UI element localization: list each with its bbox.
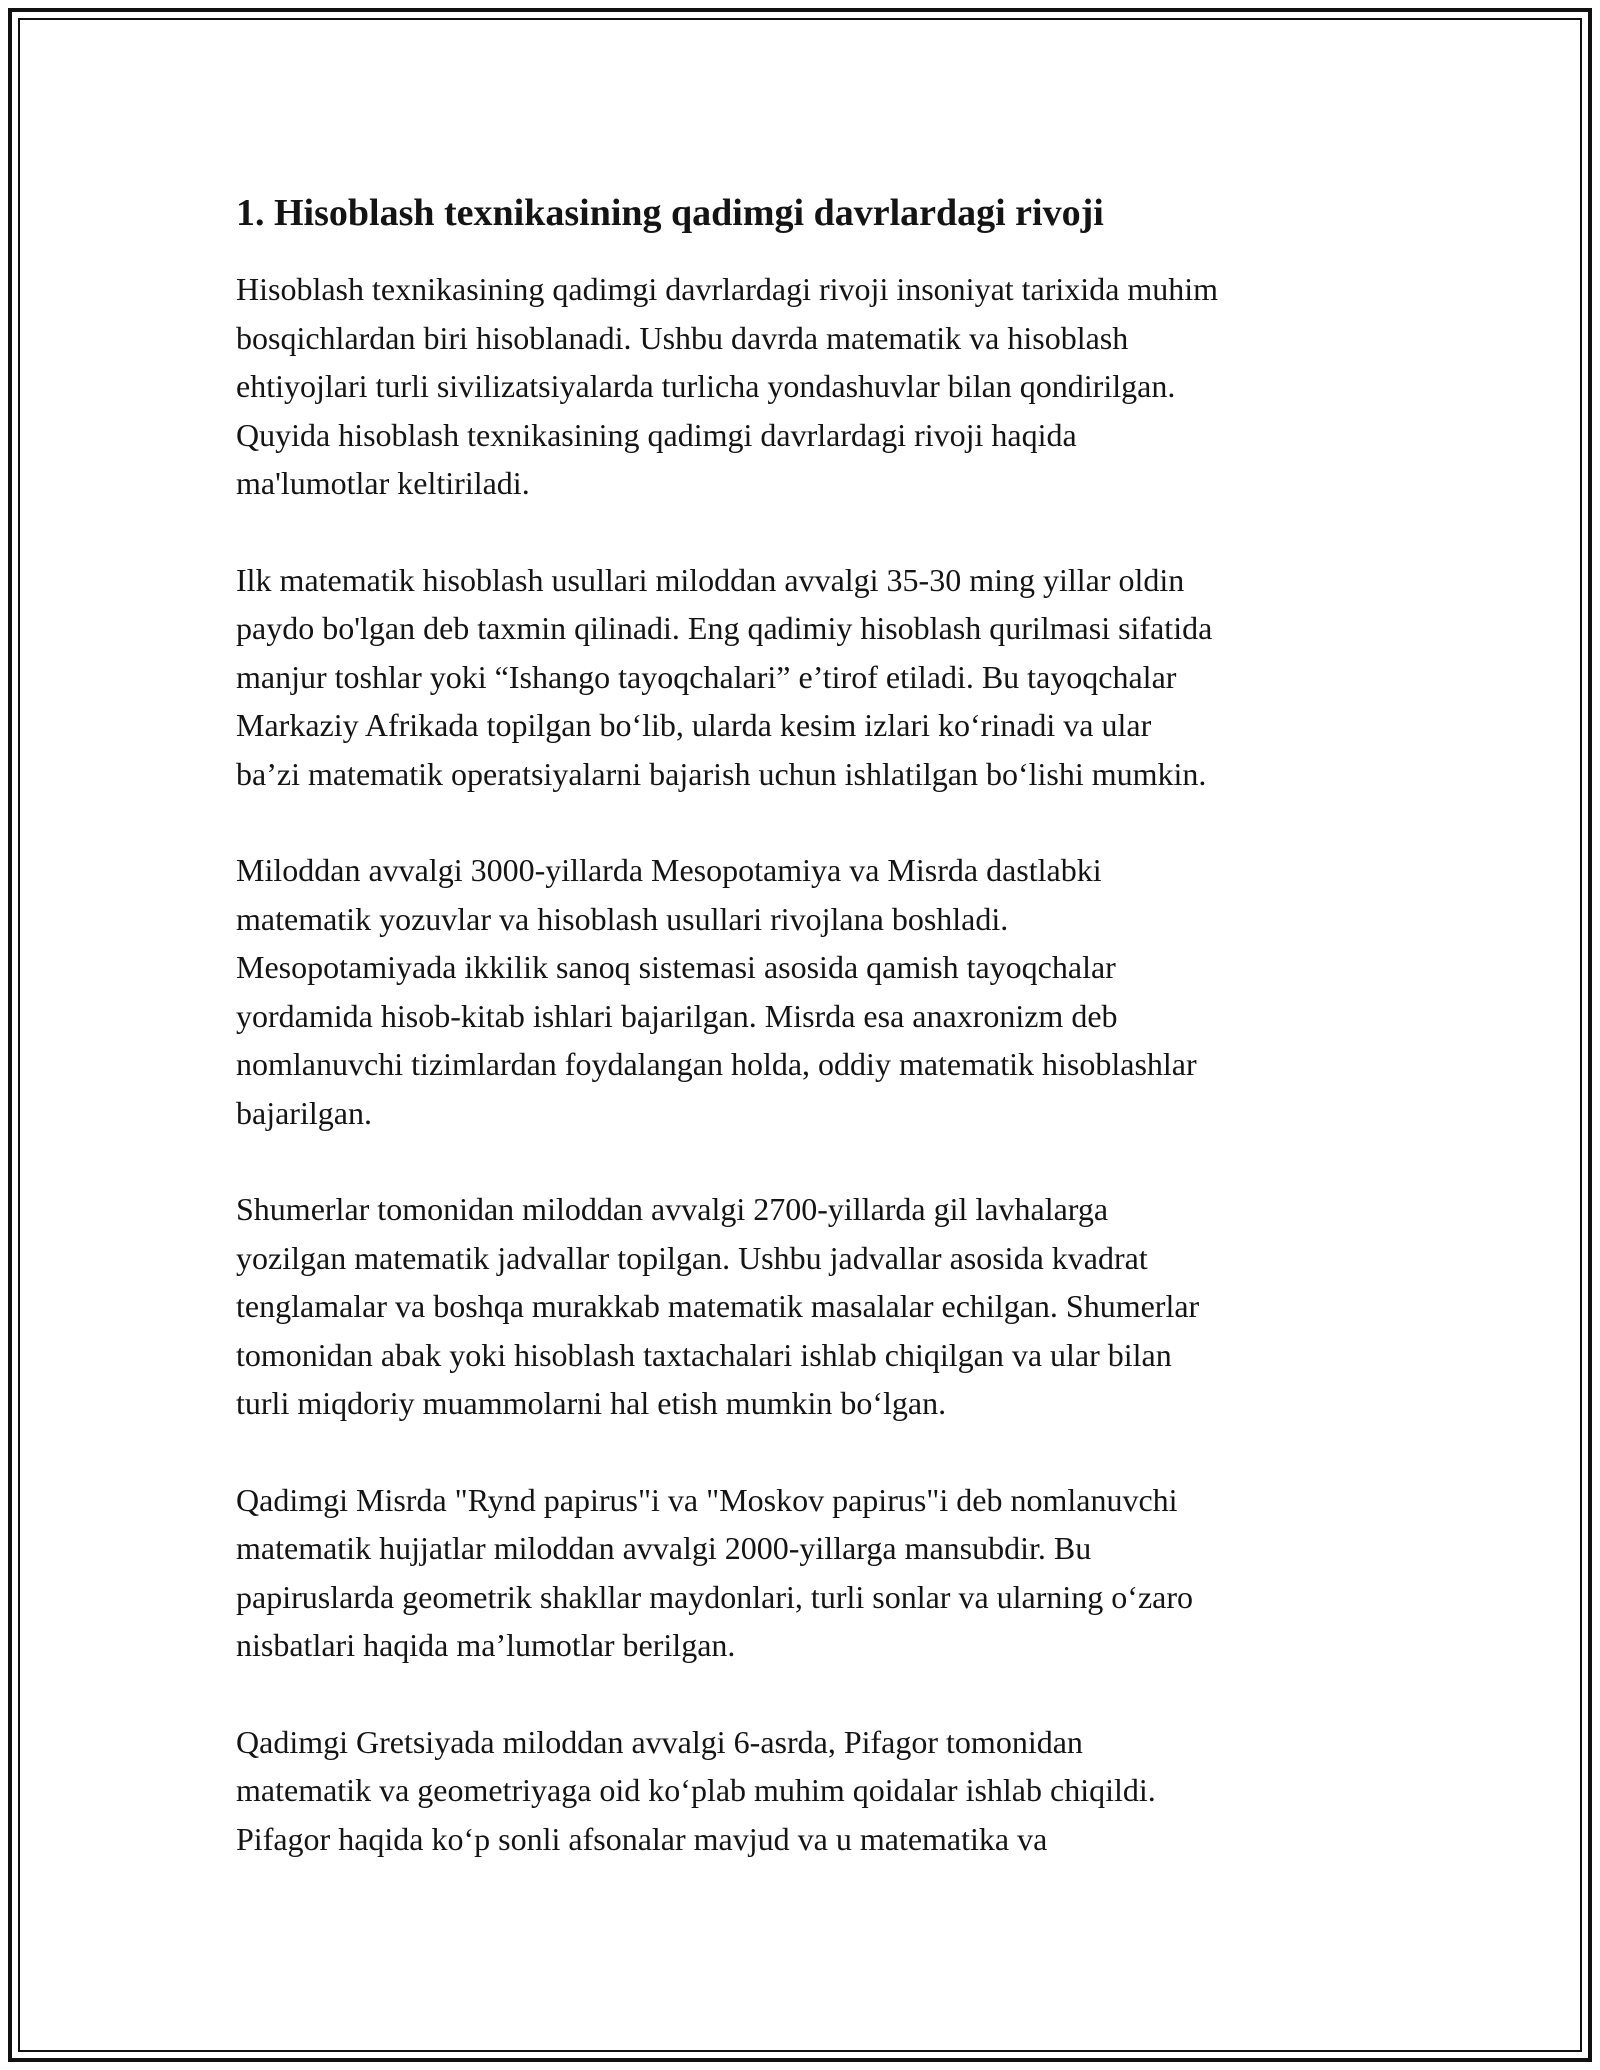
paragraph-greece-pythagoras: Qadimgi Gretsiyada miloddan avvalgi 6-asrda, Pifagor tomonidan matematik va geometriyaga oid koʻplab muhim qoidalar ishlab chiqildi. Pifagor haqida koʻp sonli afsonalar mavjud va u matematika va [236,1723,1156,1857]
section-heading: 1. Hisoblash texnikasining qadimgi davrlardagi rivoji [236,192,1104,234]
paragraph-mesopotamia-egypt: Miloddan avvalgi 3000-yillarda Mesopotamiya va Misrda dastlabki matematik yozuvlar va hisoblash usullari rivojlana boshladi. Mesopotamiyada ikkilik sanoq sistemasi asosida qamish tayoqchalar yordamida hisob-kitab ishlari bajarilgan. Misrda esa anaxronizm deb nomlanuvchi tizimlardan foydalangan holda, oddiy matematik hisoblashlar bajarilgan. [236,852,1197,1131]
paragraph-egyptian-papyri: Qadimgi Misrda "Rynd papirus"i va "Moskov papirus"i deb nomlanuvchi matematik hujjatlar miloddan avvalgi 2000-yillarga mansubdir. Bu papiruslarda geometrik shakllar maydonlari, turli sonlar va ularning oʻzaro nisbatlari haqida maʼlumotlar berilgan. [236,1481,1194,1663]
document-body [236,187,1376,1911]
paragraph-sumerians: Shumerlar tomonidan miloddan avvalgi 2700-yillarda gil lavhalarga yozilgan matematik jadvallar topilgan. Ushbu jadvallar asosida kvadrat tenglamalar va boshqa murakkab matematik masalalar echilgan. Shumerlar tomonidan abak yoki hisoblash taxtachalari ishlab chiqilgan va ular bilan turli miqdoriy muammolarni hal etish mumkin boʻlgan. [236,1191,1200,1421]
paragraph-intro: Hisoblash texnikasining qadimgi davrlardagi rivoji insoniyat tarixida muhim bosqichlardan biri hisoblanadi. Ushbu davrda matematik va hisoblash ehtiyojlari turli sivilizatsiyalarda turlicha yondashuvlar bilan qondirilgan. Quyida hisoblash texnikasining qadimgi davrlardagi rivoji haqida ma'lumotlar keltiriladi. [236,271,1219,501]
paragraph-ishango: Ilk matematik hisoblash usullari miloddan avvalgi 35-30 ming yillar oldin paydo bo'lgan deb taxmin qilinadi. Eng qadimiy hisoblash qurilmasi sifatida manjur toshlar yoki “Ishango tayoqchalari” e’tirof etiladi. Bu tayoqchalar Markaziy Afrikada topilgan boʻlib, ularda kesim izlari koʻrinadi va ular baʼzi matematik operatsiyalarni bajarish uchun ishlatilgan boʻlishi mumkin. [236,561,1213,792]
